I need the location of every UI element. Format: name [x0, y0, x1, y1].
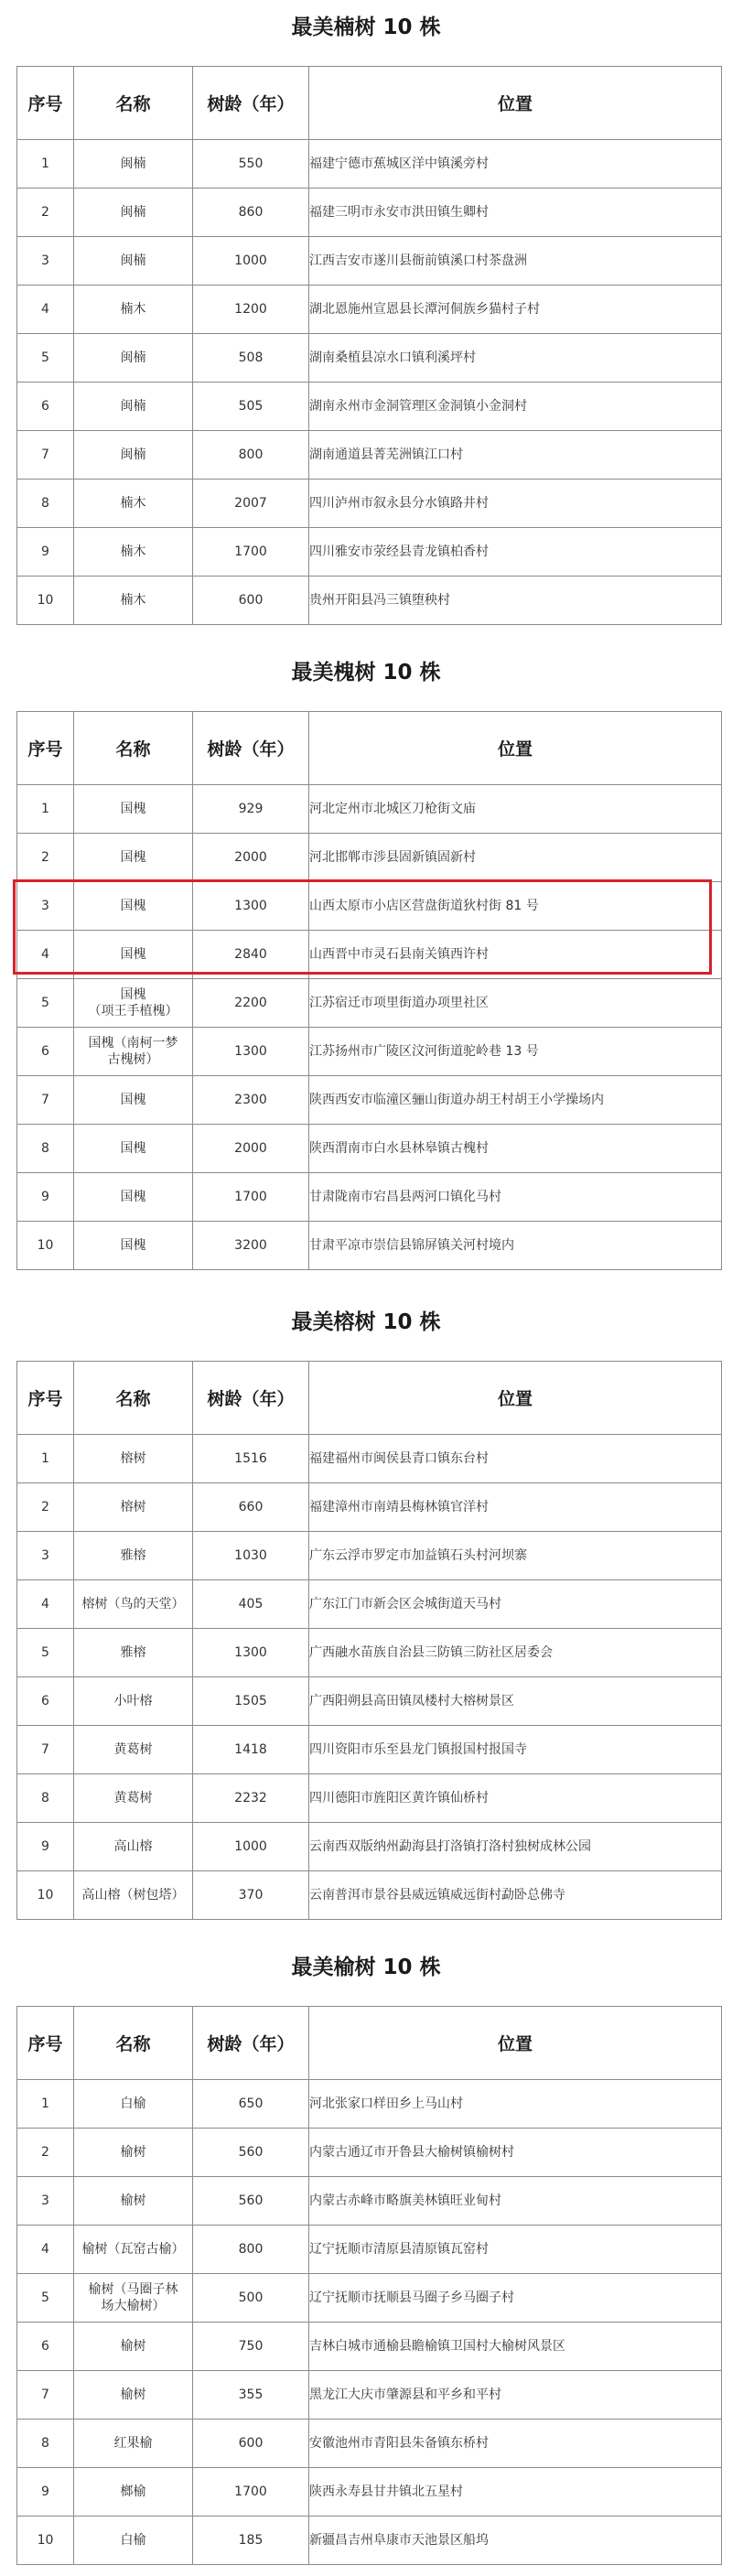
header-name: 名称 [74, 67, 193, 140]
cell-location: 山西太原市小店区营盘街道狄村街 81 号 [309, 882, 722, 931]
cell-name: 雅榕 [74, 1629, 193, 1677]
cell-age: 1700 [193, 2468, 309, 2517]
cell-seq: 7 [17, 1726, 74, 1774]
cell-location: 四川德阳市旌阳区黄许镇仙桥村 [309, 1774, 722, 1823]
cell-age: 1300 [193, 1028, 309, 1076]
cell-location: 四川雅安市荥经县青龙镇柏香村 [309, 528, 722, 577]
table-row [17, 2274, 722, 2323]
cell-location: 广西阳朔县高田镇凤楼村大榕树景区 [309, 1677, 722, 1726]
table-row [17, 286, 722, 334]
cell-age: 1200 [193, 286, 309, 334]
cell-seq: 7 [17, 1076, 74, 1125]
cell-location: 湖南桑植县凉水口镇利溪坪村 [309, 334, 722, 383]
cell-location: 四川资阳市乐至县龙门镇报国村报国寺 [309, 1726, 722, 1774]
cell-age: 560 [193, 2177, 309, 2226]
table-row [17, 834, 722, 882]
table-row [17, 1580, 722, 1629]
cell-seq: 3 [17, 2177, 74, 2226]
section-title: 最美槐树 10 株 [291, 661, 441, 684]
table-row [17, 1871, 722, 1920]
header-seq: 序号 [17, 1362, 74, 1435]
header-seq: 序号 [17, 67, 74, 140]
table-row [17, 334, 722, 383]
section-rongshu [0, 1304, 732, 1341]
section-title: 最美榆树 10 株 [291, 1956, 441, 1979]
table-row [17, 979, 722, 1028]
cell-seq: 1 [17, 1435, 74, 1483]
cell-name: 榆树 [74, 2129, 193, 2177]
cell-seq: 9 [17, 528, 74, 577]
cell-age: 660 [193, 1483, 309, 1532]
cell-age: 1505 [193, 1677, 309, 1726]
cell-age: 650 [193, 2080, 309, 2129]
table-row [17, 1125, 722, 1173]
cell-age: 500 [193, 2274, 309, 2323]
cell-location: 陕西渭南市白水县林皋镇古槐村 [309, 1125, 722, 1173]
section-huaishu [0, 654, 732, 691]
cell-name: 闽楠 [74, 431, 193, 480]
cell-age: 2007 [193, 480, 309, 528]
cell-seq: 8 [17, 1774, 74, 1823]
cell-name: 国槐 [74, 834, 193, 882]
header-seq: 序号 [17, 2007, 74, 2080]
table-rongshu [16, 1361, 722, 1920]
cell-seq: 6 [17, 1677, 74, 1726]
cell-location: 河北定州市北城区刀枪街文庙 [309, 785, 722, 834]
cell-name: 国槐 （项王手植槐） [74, 979, 193, 1028]
header-age: 树龄（年） [193, 1362, 309, 1435]
cell-name: 雅榕 [74, 1532, 193, 1580]
cell-name: 红果榆 [74, 2420, 193, 2468]
cell-age: 2000 [193, 834, 309, 882]
cell-name: 榆树 [74, 2371, 193, 2420]
table-row [17, 1629, 722, 1677]
header-seq: 序号 [17, 712, 74, 785]
cell-location: 陕西永寿县甘井镇北五星村 [309, 2468, 722, 2517]
cell-seq: 2 [17, 834, 74, 882]
cell-age: 1300 [193, 1629, 309, 1677]
header-location: 位置 [309, 2007, 722, 2080]
cell-seq: 10 [17, 1871, 74, 1920]
cell-name: 榆树 [74, 2323, 193, 2371]
table-row [17, 1532, 722, 1580]
cell-location: 江西吉安市遂川县衙前镇溪口村茶盘洲 [309, 237, 722, 286]
cell-age: 2200 [193, 979, 309, 1028]
cell-name: 楠木 [74, 286, 193, 334]
table-row [17, 1076, 722, 1125]
cell-name: 白榆 [74, 2080, 193, 2129]
cell-location: 吉林白城市通榆县瞻榆镇卫国村大榆树风景区 [309, 2323, 722, 2371]
cell-age: 600 [193, 577, 309, 625]
cell-seq: 5 [17, 1629, 74, 1677]
cell-location: 湖北恩施州宣恩县长潭河侗族乡猫村子村 [309, 286, 722, 334]
table-row [17, 1222, 722, 1270]
cell-age: 355 [193, 2371, 309, 2420]
cell-location: 云南西双版纳州勐海县打洛镇打洛村独树成林公园 [309, 1823, 722, 1871]
cell-seq: 8 [17, 2420, 74, 2468]
cell-location: 辽宁抚顺市清原县清原镇瓦窑村 [309, 2226, 722, 2274]
cell-location: 内蒙古通辽市开鲁县大榆树镇榆树村 [309, 2129, 722, 2177]
cell-seq: 9 [17, 1823, 74, 1871]
cell-age: 508 [193, 334, 309, 383]
cell-name: 国槐 [74, 1125, 193, 1173]
header-name: 名称 [74, 2007, 193, 2080]
cell-seq: 5 [17, 979, 74, 1028]
cell-age: 405 [193, 1580, 309, 1629]
table-row [17, 2371, 722, 2420]
cell-seq: 7 [17, 431, 74, 480]
table-row [17, 1726, 722, 1774]
cell-location: 甘肃平凉市崇信县锦屏镇关河村境内 [309, 1222, 722, 1270]
cell-seq: 2 [17, 2129, 74, 2177]
header-name: 名称 [74, 712, 193, 785]
cell-location: 辽宁抚顺市抚顺县马圈子乡马圈子村 [309, 2274, 722, 2323]
cell-location: 陕西西安市临潼区骊山街道办胡王村胡王小学操场内 [309, 1076, 722, 1125]
cell-seq: 4 [17, 286, 74, 334]
cell-name: 白榆 [74, 2517, 193, 2565]
cell-name: 国槐 [74, 1173, 193, 1222]
cell-seq: 5 [17, 2274, 74, 2323]
table-row [17, 2177, 722, 2226]
table-row [17, 431, 722, 480]
table-row [17, 2468, 722, 2517]
cell-age: 2232 [193, 1774, 309, 1823]
section-nanmu [0, 9, 732, 46]
cell-age: 860 [193, 189, 309, 237]
table-row [17, 1774, 722, 1823]
cell-location: 河北邯郸市涉县固新镇固新村 [309, 834, 722, 882]
table-row [17, 189, 722, 237]
cell-location: 福建宁德市蕉城区洋中镇溪旁村 [309, 140, 722, 189]
table-row [17, 785, 722, 834]
cell-seq: 8 [17, 1125, 74, 1173]
table-row [17, 383, 722, 431]
table-row [17, 237, 722, 286]
cell-location: 云南普洱市景谷县威远镇威远街村勐卧总佛寺 [309, 1871, 722, 1920]
cell-age: 185 [193, 2517, 309, 2565]
cell-seq: 6 [17, 2323, 74, 2371]
cell-location: 河北张家口样田乡上马山村 [309, 2080, 722, 2129]
cell-age: 929 [193, 785, 309, 834]
table-row [17, 1483, 722, 1532]
cell-age: 1000 [193, 1823, 309, 1871]
cell-seq: 1 [17, 2080, 74, 2129]
cell-age: 750 [193, 2323, 309, 2371]
cell-location: 四川泸州市叙永县分水镇路井村 [309, 480, 722, 528]
section-title: 最美榕树 10 株 [291, 1310, 441, 1334]
cell-location: 山西晋中市灵石县南关镇西许村 [309, 931, 722, 979]
cell-age: 1030 [193, 1532, 309, 1580]
cell-location: 广东云浮市罗定市加益镇石头村河坝寨 [309, 1532, 722, 1580]
section-yushu [0, 1949, 732, 1986]
cell-name: 国槐 [74, 931, 193, 979]
cell-age: 370 [193, 1871, 309, 1920]
cell-location: 福建漳州市南靖县梅林镇官洋村 [309, 1483, 722, 1532]
cell-seq: 9 [17, 2468, 74, 2517]
cell-name: 榆树（马圈子林 场大榆树） [74, 2274, 193, 2323]
header-age: 树龄（年） [193, 2007, 309, 2080]
cell-age: 3200 [193, 1222, 309, 1270]
cell-location: 江苏扬州市广陵区汶河街道驼岭巷 13 号 [309, 1028, 722, 1076]
cell-age: 1000 [193, 237, 309, 286]
cell-seq: 6 [17, 1028, 74, 1076]
header-name: 名称 [74, 1362, 193, 1435]
table-row [17, 2323, 722, 2371]
cell-seq: 10 [17, 577, 74, 625]
cell-age: 1300 [193, 882, 309, 931]
table-row [17, 2226, 722, 2274]
header-location: 位置 [309, 67, 722, 140]
table-huaishu [16, 711, 722, 1270]
cell-age: 1700 [193, 1173, 309, 1222]
cell-seq: 3 [17, 237, 74, 286]
cell-name: 榕树 [74, 1483, 193, 1532]
cell-location: 甘肃陇南市宕昌县两河口镇化马村 [309, 1173, 722, 1222]
cell-location: 贵州开阳县冯三镇堕秧村 [309, 577, 722, 625]
table-row [17, 528, 722, 577]
cell-age: 2840 [193, 931, 309, 979]
cell-seq: 3 [17, 1532, 74, 1580]
cell-age: 600 [193, 2420, 309, 2468]
table-row [17, 1823, 722, 1871]
cell-name: 黄葛树 [74, 1726, 193, 1774]
cell-seq: 1 [17, 140, 74, 189]
table-row [17, 480, 722, 528]
cell-name: 国槐 [74, 1076, 193, 1125]
cell-age: 550 [193, 140, 309, 189]
header-location: 位置 [309, 712, 722, 785]
cell-name: 榆树 [74, 2177, 193, 2226]
cell-name: 闽楠 [74, 383, 193, 431]
cell-seq: 10 [17, 1222, 74, 1270]
table-header-row [17, 2007, 722, 2080]
cell-seq: 2 [17, 189, 74, 237]
cell-name: 黄葛树 [74, 1774, 193, 1823]
cell-name: 楠木 [74, 480, 193, 528]
cell-location: 广东江门市新会区会城街道天马村 [309, 1580, 722, 1629]
cell-name: 榕树 [74, 1435, 193, 1483]
cell-location: 湖南永州市金洞管理区金洞镇小金洞村 [309, 383, 722, 431]
cell-seq: 4 [17, 1580, 74, 1629]
cell-location: 福建福州市闽侯县青口镇东台村 [309, 1435, 722, 1483]
table-row [17, 577, 722, 625]
header-location: 位置 [309, 1362, 722, 1435]
cell-location: 黑龙江大庆市肇源县和平乡和平村 [309, 2371, 722, 2420]
cell-age: 1516 [193, 1435, 309, 1483]
cell-seq: 10 [17, 2517, 74, 2565]
cell-seq: 6 [17, 383, 74, 431]
cell-location: 安徽池州市青阳县朱备镇东桥村 [309, 2420, 722, 2468]
cell-age: 505 [193, 383, 309, 431]
cell-age: 560 [193, 2129, 309, 2177]
cell-name: 小叶榕 [74, 1677, 193, 1726]
table-row [17, 1173, 722, 1222]
cell-name: 高山榕（树包塔） [74, 1871, 193, 1920]
cell-location: 福建三明市永安市洪田镇生卿村 [309, 189, 722, 237]
cell-name: 楠木 [74, 528, 193, 577]
cell-name: 榕树（鸟的天堂） [74, 1580, 193, 1629]
cell-name: 榆树（瓦窑古榆） [74, 2226, 193, 2274]
cell-location: 广西融水苗族自治县三防镇三防社区居委会 [309, 1629, 722, 1677]
cell-name: 闽楠 [74, 189, 193, 237]
cell-seq: 7 [17, 2371, 74, 2420]
table-nanmu [16, 66, 722, 625]
cell-age: 800 [193, 431, 309, 480]
header-age: 树龄（年） [193, 712, 309, 785]
cell-location: 内蒙古赤峰市略旗美林镇旺业甸村 [309, 2177, 722, 2226]
table-row [17, 2080, 722, 2129]
cell-seq: 4 [17, 931, 74, 979]
cell-name: 闽楠 [74, 334, 193, 383]
cell-name: 国槐 [74, 882, 193, 931]
cell-age: 1700 [193, 528, 309, 577]
table-row [17, 1677, 722, 1726]
cell-age: 800 [193, 2226, 309, 2274]
table-row [17, 882, 722, 931]
table-row [17, 2129, 722, 2177]
cell-location: 新疆昌吉州阜康市天池景区船坞 [309, 2517, 722, 2565]
table-row [17, 2420, 722, 2468]
cell-age: 2300 [193, 1076, 309, 1125]
table-yushu [16, 2006, 722, 2565]
cell-seq: 9 [17, 1173, 74, 1222]
cell-seq: 5 [17, 334, 74, 383]
cell-name: 国槐 [74, 1222, 193, 1270]
cell-location: 江苏宿迁市项里街道办项里社区 [309, 979, 722, 1028]
table-row [17, 140, 722, 189]
table-row [17, 1435, 722, 1483]
table-row [17, 1028, 722, 1076]
header-age: 树龄（年） [193, 67, 309, 140]
cell-name: 国槐 [74, 785, 193, 834]
cell-seq: 1 [17, 785, 74, 834]
table-row [17, 931, 722, 979]
cell-name: 闽楠 [74, 237, 193, 286]
table-header-row [17, 67, 722, 140]
table-header-row [17, 712, 722, 785]
cell-seq: 4 [17, 2226, 74, 2274]
cell-name: 楠木 [74, 577, 193, 625]
cell-seq: 2 [17, 1483, 74, 1532]
table-header-row [17, 1362, 722, 1435]
cell-location: 湖南通道县菁芜洲镇江口村 [309, 431, 722, 480]
cell-seq: 3 [17, 882, 74, 931]
cell-age: 1418 [193, 1726, 309, 1774]
cell-name: 榔榆 [74, 2468, 193, 2517]
cell-seq: 8 [17, 480, 74, 528]
cell-name: 国槐（南柯一梦 古槐树） [74, 1028, 193, 1076]
table-row [17, 2517, 722, 2565]
section-title: 最美楠树 10 株 [291, 16, 441, 39]
cell-name: 高山榕 [74, 1823, 193, 1871]
cell-name: 闽楠 [74, 140, 193, 189]
cell-age: 2000 [193, 1125, 309, 1173]
